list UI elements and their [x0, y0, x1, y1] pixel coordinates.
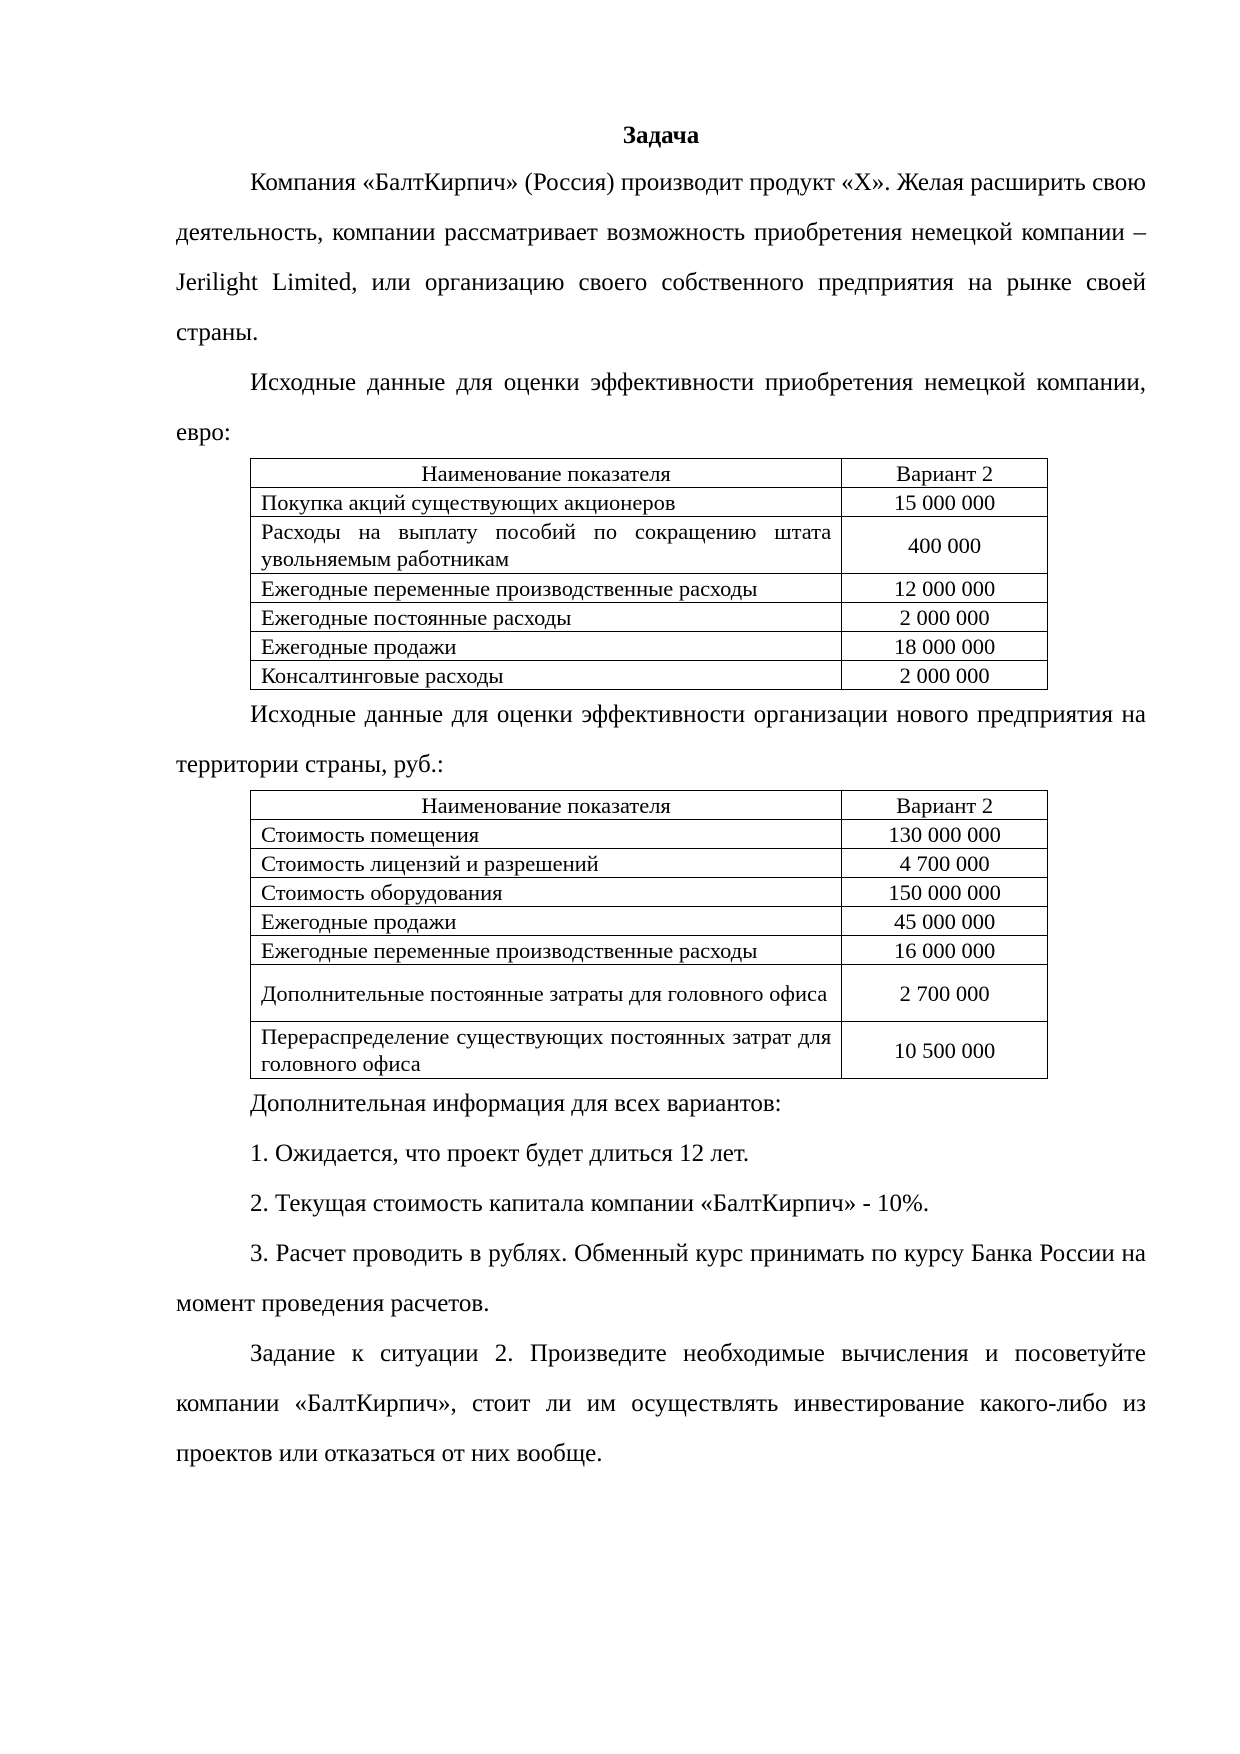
table2-caption: Исходные данные для оценки эффективности организации нового предприятия на территории страны, руб.: [176, 701, 1146, 778]
table-row [251, 907, 1048, 936]
table-row [251, 849, 1048, 878]
table-row [251, 820, 1048, 849]
new-enterprise-table [250, 790, 1048, 1079]
indicator-name: Ежегодные продажи [251, 632, 842, 661]
table-row [251, 488, 1048, 517]
indicator-value: 2 000 000 [842, 603, 1048, 632]
indicator-name: Расходы на выплату пособий по сокращению штата увольняемым работникам [251, 517, 842, 574]
header-variant: Вариант 2 [842, 459, 1048, 488]
table-row [251, 878, 1048, 907]
intro-paragraph: Компания «БалтКирпич» (Россия) производит продукт «Х». Желая расширить свою деятельность, компании рассматривает возможность приобретения немецкой компании – Jerilight Limited, или организацию своего собственного предприятия на рынке своей страны. [176, 169, 1146, 346]
table-row [251, 1022, 1048, 1079]
indicator-value: 4 700 000 [842, 849, 1048, 878]
header-indicator-name: Наименование показателя [251, 459, 842, 488]
indicator-value: 130 000 000 [842, 820, 1048, 849]
table1-caption: Исходные данные для оценки эффективности приобретения немецкой компании, евро: [176, 369, 1146, 446]
indicator-value: 150 000 000 [842, 878, 1048, 907]
indicator-value: 12 000 000 [842, 574, 1048, 603]
indicator-value: 15 000 000 [842, 488, 1048, 517]
table-row [251, 603, 1048, 632]
indicator-value: 10 500 000 [842, 1022, 1048, 1079]
document-title: Задача [622, 122, 700, 149]
indicator-value: 45 000 000 [842, 907, 1048, 936]
table-row [251, 661, 1048, 690]
table-header-row [251, 459, 1048, 488]
indicator-name: Перераспределение существующих постоянных затрат для головного офиса [251, 1022, 842, 1079]
indicator-name: Ежегодные продажи [251, 907, 842, 936]
indicator-value: 2 000 000 [842, 661, 1048, 690]
indicator-name: Стоимость оборудования [251, 878, 842, 907]
table-row [251, 517, 1048, 574]
table-row [251, 574, 1048, 603]
indicator-value: 18 000 000 [842, 632, 1048, 661]
acquisition-table [250, 458, 1048, 690]
indicator-value: 16 000 000 [842, 936, 1048, 965]
additional-item-2: 2. Текущая стоимость капитала компании «БалтКирпич» - 10%. [250, 1190, 930, 1217]
additional-info-heading: Дополнительная информация для всех вариантов: [250, 1090, 782, 1117]
document-page [176, 118, 1146, 1479]
header-variant: Вариант 2 [842, 791, 1048, 820]
task-paragraph: Задание к ситуации 2. Произведите необходимые вычисления и посоветуйте компании «БалтКирпич», стоит ли им осуществлять инвестирование какого-либо из проектов или отказаться от них вообще. [176, 1340, 1146, 1467]
indicator-name: Дополнительные постоянные затраты для головного офиса [251, 965, 842, 1022]
indicator-name: Ежегодные постоянные расходы [251, 603, 842, 632]
indicator-name: Ежегодные переменные производственные расходы [251, 936, 842, 965]
indicator-name: Ежегодные переменные производственные расходы [251, 574, 842, 603]
table-row [251, 632, 1048, 661]
indicator-name: Покупка акций существующих акционеров [251, 488, 842, 517]
table-header-row [251, 791, 1048, 820]
indicator-name: Консалтинговые расходы [251, 661, 842, 690]
indicator-name: Стоимость лицензий и разрешений [251, 849, 842, 878]
additional-item-1: 1. Ожидается, что проект будет длиться 12 лет. [250, 1140, 750, 1167]
indicator-value: 400 000 [842, 517, 1048, 574]
table-row [251, 936, 1048, 965]
indicator-name: Стоимость помещения [251, 820, 842, 849]
additional-item-3: 3. Расчет проводить в рублях. Обменный курс принимать по курсу Банка России на момент проведения расчетов. [176, 1240, 1146, 1317]
table-row [251, 965, 1048, 1022]
header-indicator-name: Наименование показателя [251, 791, 842, 820]
indicator-value: 2 700 000 [842, 965, 1048, 1022]
